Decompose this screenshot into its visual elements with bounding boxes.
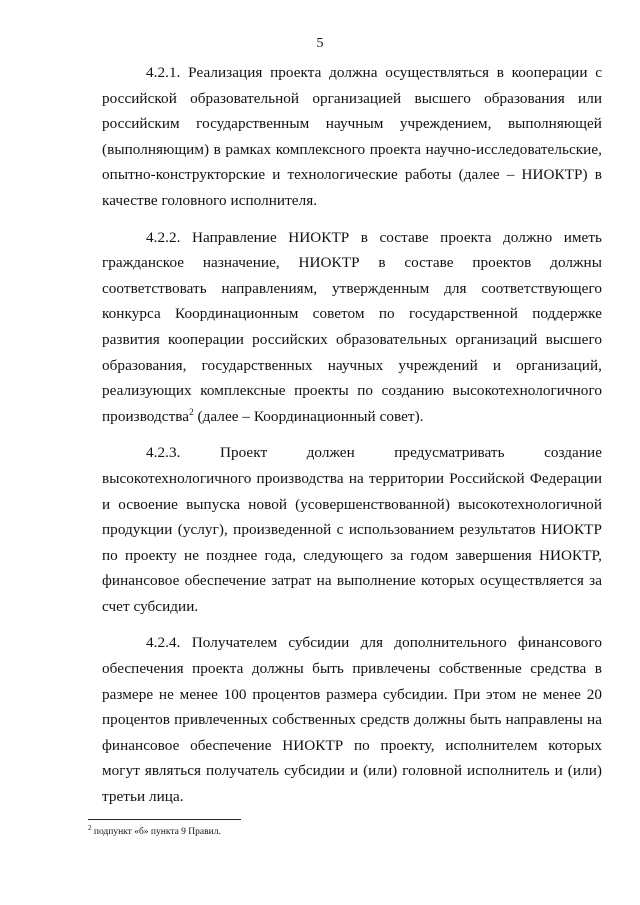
document-body: [102, 60, 602, 821]
paragraph-4-2-2-text: 4.2.2. Направление НИОКТР в составе проекта должно иметь гражданское назначение, НИОКТР в составе проектов должны соответствовать направлениям, утвержденным для соответствующего конкурса Координационным советом по государственной поддержке развития кооперации российских образовательных организаций высшего образования, государственных научных учреждений и организаций, реализующих комплексные проекты по созданию высокотехнологичного производства: [102, 228, 602, 425]
footnote: [88, 823, 221, 838]
paragraph-4-2-1: 4.2.1. Реализация проекта должна осуществляться в кооперации с российской образовательной организацией высшего образования или российским государственным научным учреждением, выполняющей (выполняющим) в рамках комплексного проекта научно-исследовательские, опытно-конструкторские и технологические работы (далее – НИОКТР) в качестве головного исполнителя.: [102, 64, 602, 209]
page-number: 5: [316, 36, 324, 51]
footnote-text: подпункт «б» пункта 9 Правил.: [91, 827, 221, 837]
footnote-reference: 2: [189, 406, 194, 417]
footnote-separator: [88, 819, 241, 820]
paragraph-4-2-2-text-end: (далее – Координационный совет).: [193, 407, 424, 425]
paragraph-4-2-4: 4.2.4. Получателем субсидии для дополнительного финансового обеспечения проекта должны быть привлечены собственные средства в размере не менее 100 процентов размера субсидии. При этом не менее 20 процентов привлеченных собственных средств должны быть направлены на финансовое обеспечение НИОКТР по проекту, исполнителем которых могут являться получатель субсидии и (или) головной исполнитель и (или) третьи лица.: [102, 634, 602, 806]
footnote-mark: 2: [88, 823, 92, 832]
paragraph-4-2-3: 4.2.3. Проект должен предусматривать создание высокотехнологичного производства на территории Российской Федерации и освоение выпуска новой (усовершенствованной) высокотехнологичной продукции (услуг), произведенной с использованием результатов НИОКТР по проекту не позднее года, следующего за годом завершения НИОКТР, финансовое обеспечение затрат на выполнение которых осуществляется за счет субсидии.: [102, 444, 602, 615]
paragraph-4-2-2: [102, 225, 602, 430]
